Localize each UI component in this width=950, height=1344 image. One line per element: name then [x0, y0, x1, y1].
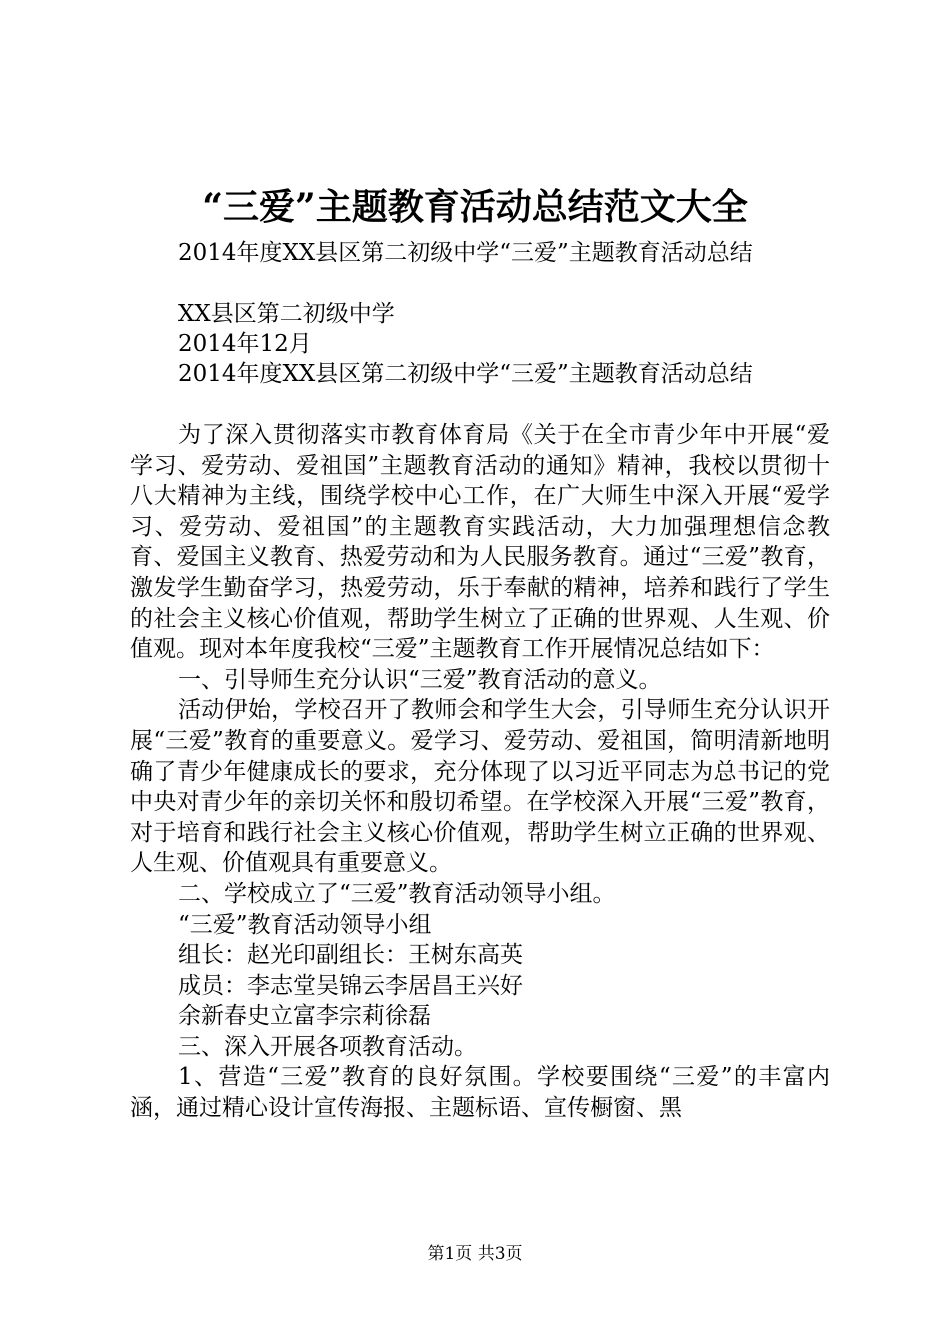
- section-heading-1: 一、引导师生充分认识“三爱”教育活动的意义。: [178, 666, 662, 693]
- school-name: XX县区第二初级中学: [178, 301, 395, 327]
- leadership-group-title: “三爱”教育活动领导小组: [178, 911, 432, 938]
- document-date: 2014年12月: [178, 331, 312, 357]
- document-body: [130, 420, 830, 1124]
- leadership-group-members: 成员：李志堂吴锦云李居昌王兴好: [178, 972, 523, 999]
- leadership-group-members-more: 余新春史立富李宗莉徐磊: [178, 1003, 431, 1030]
- leadership-group-leaders: 组长：赵光印副组长：王树东高英: [178, 942, 523, 969]
- section-heading-3: 三、深入开展各项教育活动。: [178, 1033, 477, 1060]
- section-heading-2: 二、学校成立了“三爱”教育活动领导小组。: [178, 880, 616, 907]
- document-subtitle: 2014年度XX县区第二初级中学“三爱”主题教育活动总结: [178, 240, 753, 266]
- document-heading: 2014年度XX县区第二初级中学“三爱”主题教育活动总结: [178, 361, 753, 387]
- paragraph-intro: 为了深入贯彻落实市教育体育局《关于在全市青少年中开展“爱学习、爱劳动、爱祖国”主题教育活动的通知》精神，我校以贯彻十八大精神为主线，围绕学校中心工作，在广大师生中深入开展“爱学习、爱劳动、爱祖国”的主题教育实践活动，大力加强理想信念教育、爱国主义教育、热爱劳动和为人民服务教育。通过“三爱”教育，激发学生勤奋学习，热爱劳动，乐于奉献的精神，培养和践行了学生的社会主义核心价值观，帮助学生树立了正确的世界观、人生观、价值观。现对本年度我校“三爱”主题教育工作开展情况总结如下：: [130, 422, 830, 663]
- paragraph-section-3-item-1: 1、营造“三爱”教育的良好氛围。学校要围绕“三爱”的丰富内涵，通过精心设计宣传海报、主题标语、宣传橱窗、黑: [130, 1064, 830, 1122]
- paragraph-section-1: 活动伊始，学校召开了教师会和学生大会，引导师生充分认识开展“三爱”教育的重要意义。爱学习、爱劳动、爱祖国，简明清新地明确了青少年健康成长的要求，充分体现了以习近平同志为总书记的党中央对青少年的亲切关怀和殷切希望。在学校深入开展“三爱”教育，对于培育和践行社会主义核心价值观，帮助学生树立正确的世界观、人生观、价值观具有重要意义。: [130, 697, 830, 877]
- page-number-footer: 第1页 共3页: [427, 1244, 523, 1264]
- document-title: “三爱”主题教育活动总结范文大全: [202, 186, 748, 228]
